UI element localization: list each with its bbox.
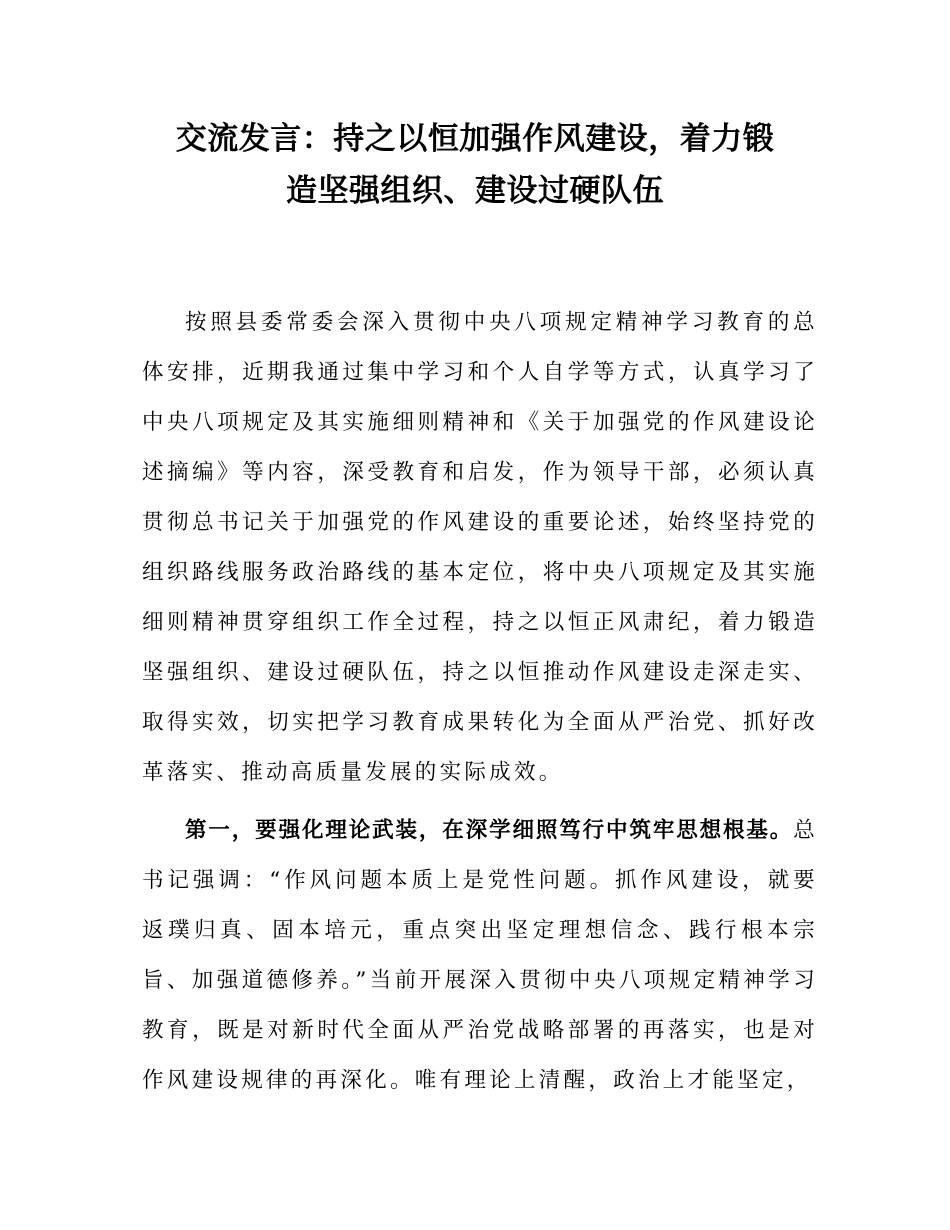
document-title [100, 113, 850, 217]
point-one-paragraph [142, 806, 818, 1106]
title-line-2: 造坚强组织、建设过硬队伍 [286, 173, 664, 209]
point-one-text: 总书记强调：“作风问题本质上是党性问题。抓作风建设，就要返璞归真、固本培元，重点突出坚定理想信念、践行根本宗旨、加强道德修养。”当前开展深入贯彻中央八项规定精神学习教育，既是对新时代全面从严治党战略部署的再落实，也是对作风建设规律的再深化。唯有理论上清醒，政治上才能坚定， [142, 818, 818, 1093]
title-line-1: 交流发言：持之以恒加强作风建设，着力锻 [175, 121, 775, 157]
document-body [142, 298, 818, 1106]
intro-paragraph-text: 按照县委常委会深入贯彻中央八项规定精神学习教育的总体安排，近期我通过集中学习和个人自学等方式，认真学习了中央八项规定及其实施细则精神和《关于加强党的作风建设论述摘编》等内容，深受教育和启发，作为领导干部，必须认真贯彻总书记关于加强党的作风建设的重要论述，始终坚持党的组织路线服务政治路线的基本定位，将中央八项规定及其实施细则精神贯穿组织工作全过程，持之以恒正风肃纪，着力锻造坚强组织、建设过硬队伍，持之以恒推动作风建设走深走实、取得实效，切实把学习教育成果转化为全面从严治党、抓好改革落实、推动高质量发展的实际成效。 [142, 310, 818, 785]
point-one-heading: 第一，要强化理论武装，在深学细照笃行中筑牢思想根基。 [185, 818, 794, 843]
intro-paragraph [142, 298, 818, 798]
